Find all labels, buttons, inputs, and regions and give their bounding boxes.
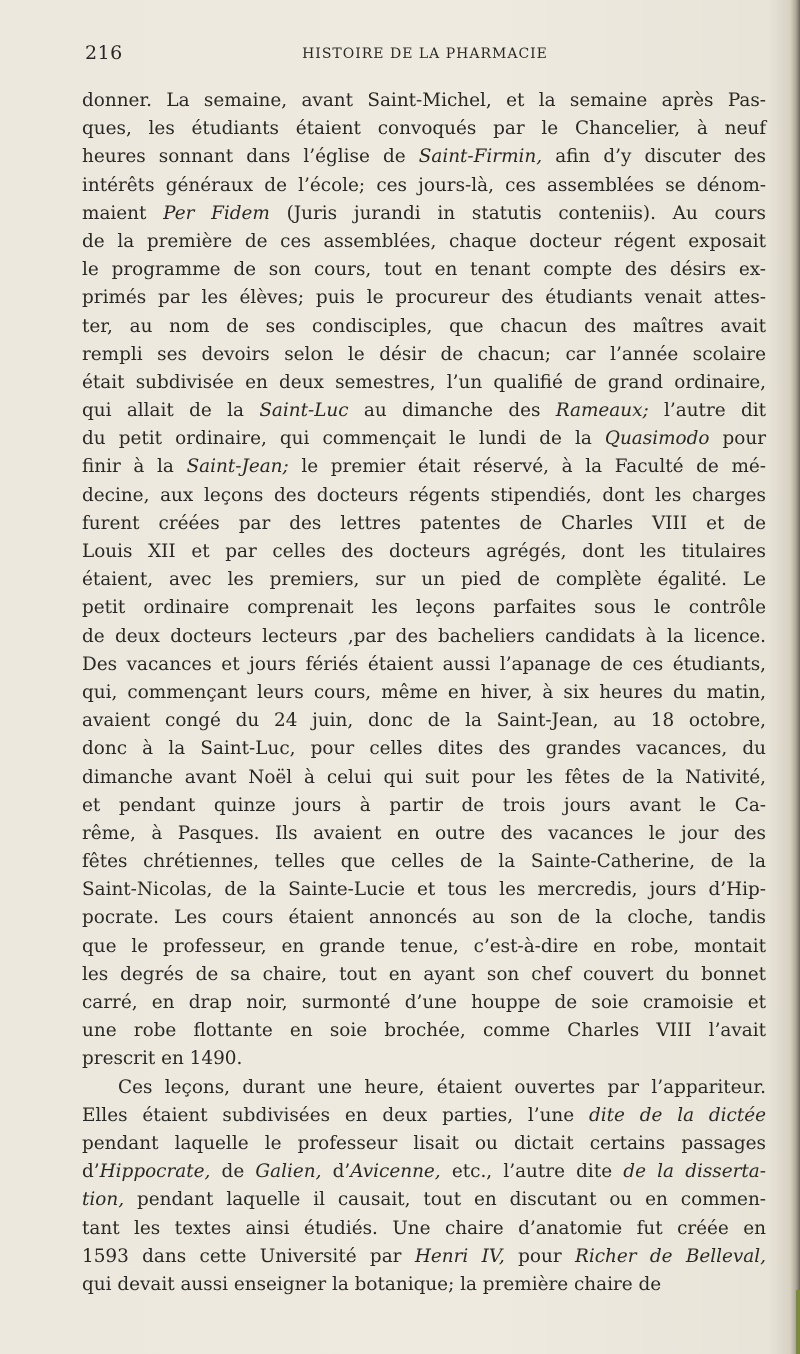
text-run: l’autre dit bbox=[648, 400, 767, 422]
italic-text: Quasimodo bbox=[604, 428, 710, 450]
text-run: du petit ordinaire, qui commençait le lundi de la bbox=[82, 428, 605, 450]
page-header bbox=[85, 42, 765, 70]
text-line bbox=[82, 1186, 766, 1214]
text-run: qui allait de la bbox=[82, 400, 260, 422]
text-run: prescrit en 1490. bbox=[82, 1048, 243, 1070]
paragraph bbox=[82, 1074, 766, 1300]
text-line bbox=[82, 989, 766, 1017]
text-run: était subdivisée en deux semestres, l’un qualifié de grand ordinaire, bbox=[82, 371, 766, 393]
text-line bbox=[82, 933, 766, 961]
italic-text: Henri IV, bbox=[414, 1245, 505, 1267]
text-run: pendant laquelle le professeur lisait ou dictait certains passages bbox=[82, 1132, 766, 1154]
italic-text: Per Fidem bbox=[163, 202, 270, 224]
text-run: heures sonnant dans l’église de bbox=[82, 146, 419, 168]
text-line bbox=[82, 425, 766, 453]
text-run: dimanche avant Noël à celui qui suit pour les fêtes de la Nativité, bbox=[82, 766, 766, 788]
text-line bbox=[82, 1102, 766, 1130]
text-run: decine, aux leçons des docteurs régents stipendiés, dont les charges bbox=[82, 484, 766, 506]
text-run: donc à la Saint-Luc, pour celles dites des grandes vacances, du bbox=[82, 738, 766, 760]
text-run: d’ bbox=[321, 1161, 351, 1183]
text-line bbox=[82, 200, 766, 228]
text-run: (Juris jurandi in statutis conteniis). Au cours bbox=[269, 202, 766, 224]
text-run: rême, à Pasques. Ils avaient en outre des vacances le jour des bbox=[82, 822, 766, 844]
text-line bbox=[82, 482, 766, 510]
text-run: ques, les étudiants étaient convoqués par le Chancelier, à neuf bbox=[82, 118, 766, 140]
text-line bbox=[82, 623, 766, 651]
italic-text: Hippocrate, bbox=[99, 1161, 211, 1183]
text-line bbox=[82, 341, 766, 369]
text-run: tant les textes ainsi étudiés. Une chaire d’anatomie fut créée en bbox=[82, 1217, 766, 1239]
text-line bbox=[82, 510, 766, 538]
text-line bbox=[82, 1243, 766, 1271]
text-run: au dimanche des bbox=[348, 400, 556, 422]
text-run: Saint-Nicolas, de la Sainte-Lucie et tous les mercredis, jours d’Hip- bbox=[82, 879, 766, 901]
text-run: étaient, avec les premiers, sur un pied de complète égalité. Le bbox=[82, 569, 766, 591]
text-run: afin d’y discuter des bbox=[542, 146, 766, 168]
text-run: 1593 dans cette Université par bbox=[82, 1245, 415, 1267]
text-run: Ces leçons, durant une heure, étaient ouvertes par l’appariteur. bbox=[118, 1076, 766, 1098]
italic-text: Saint-Jean; bbox=[186, 456, 289, 478]
italic-text: Rameaux; bbox=[555, 400, 649, 422]
text-run: primés par les élèves; puis le procureur des étudiants venait attes- bbox=[82, 287, 766, 309]
italic-text: tion, bbox=[82, 1189, 125, 1211]
text-line bbox=[82, 284, 766, 312]
text-run: qui, commençant leurs cours, même en hiver, à six heures du matin, bbox=[82, 681, 766, 703]
text-line bbox=[82, 538, 766, 566]
text-line bbox=[82, 143, 766, 171]
text-run: d’ bbox=[82, 1161, 100, 1183]
text-line bbox=[82, 256, 766, 284]
text-line bbox=[82, 961, 766, 989]
text-run: avaient congé du 24 juin, donc de la Saint-Jean, au 18 octobre, bbox=[82, 710, 766, 732]
text-line bbox=[82, 115, 766, 143]
italic-text: dite de la dictée bbox=[588, 1104, 766, 1126]
text-line bbox=[82, 1074, 766, 1102]
text-run: pour bbox=[709, 428, 766, 450]
text-line bbox=[82, 397, 766, 425]
text-run: Elles étaient subdivisées en deux parties, l’une bbox=[82, 1104, 589, 1126]
italic-text: Galien, bbox=[255, 1161, 322, 1183]
text-run: ter, au nom de ses condisciples, que chacun des maîtres avait bbox=[82, 315, 766, 337]
text-run: les degrés de sa chaire, tout en ayant son chef couvert du bonnet bbox=[82, 963, 766, 985]
text-run: pendant laquelle il causait, tout en discutant ou en commen- bbox=[124, 1189, 766, 1211]
text-run: de bbox=[210, 1161, 256, 1183]
text-line bbox=[82, 1045, 766, 1073]
text-line bbox=[82, 369, 766, 397]
text-run: petit ordinaire comprenait les leçons parfaites sous le contrôle bbox=[82, 597, 766, 619]
paragraph bbox=[82, 87, 766, 1074]
text-run: Des vacances et jours fériés étaient aussi l’apanage de ces étudiants, bbox=[82, 653, 766, 675]
text-run: le programme de son cours, tout en tenant compte des désirs ex- bbox=[82, 259, 766, 281]
text-line bbox=[82, 764, 766, 792]
text-line bbox=[82, 594, 766, 622]
text-line bbox=[82, 1215, 766, 1243]
text-run: qui devait aussi enseigner la botanique; la première chaire de bbox=[82, 1273, 662, 1295]
text-run: donner. La semaine, avant Saint-Michel, et la semaine après Pas- bbox=[82, 90, 766, 111]
text-line bbox=[82, 453, 766, 481]
italic-text: Saint-Firmin, bbox=[418, 146, 543, 168]
text-line bbox=[82, 1158, 766, 1186]
page-edge-shadow bbox=[790, 0, 800, 1354]
text-run: maient bbox=[82, 202, 164, 224]
text-line bbox=[82, 87, 766, 115]
text-line bbox=[82, 313, 766, 341]
text-run: rempli ses devoirs selon le désir de chacun; car l’année scolaire bbox=[82, 343, 766, 365]
text-line bbox=[82, 172, 766, 200]
text-line bbox=[82, 792, 766, 820]
text-run: pocrate. Les cours étaient annoncés au son de la cloche, tandis bbox=[82, 907, 766, 929]
text-run: fêtes chrétiennes, telles que celles de la Sainte-Catherine, de la bbox=[82, 851, 766, 873]
body-text bbox=[82, 87, 766, 1299]
text-run: etc., l’autre dite bbox=[440, 1161, 624, 1183]
text-line bbox=[82, 566, 766, 594]
text-run: de deux docteurs lecteurs ,par des bacheliers candidats à la licence. bbox=[82, 625, 766, 647]
text-run: pour bbox=[504, 1245, 575, 1267]
text-run: finir à la bbox=[82, 456, 187, 478]
text-run: Louis XII et par celles des docteurs agrégés, dont les titulaires bbox=[82, 541, 766, 562]
text-run: que le professeur, en grande tenue, c’est-à-dire en robe, montait bbox=[82, 935, 766, 957]
text-line bbox=[82, 651, 766, 679]
text-run: furent créées par des lettres patentes de Charles VIII et de bbox=[82, 512, 766, 534]
running-title: HISTOIRE DE LA PHARMACIE bbox=[302, 46, 548, 62]
text-line bbox=[82, 820, 766, 848]
text-run: de la première de ces assemblées, chaque docteur régent exposait bbox=[82, 230, 766, 252]
page-edge-tab bbox=[796, 1290, 800, 1354]
text-line bbox=[82, 707, 766, 735]
italic-text: Saint-Luc bbox=[259, 400, 349, 422]
text-run: intérêts généraux de l’école; ces jours-là, ces assemblées se dénom- bbox=[82, 174, 766, 196]
text-run: le premier était réservé, à la Faculté de mé- bbox=[288, 456, 766, 478]
text-run: et pendant quinze jours à partir de trois jours avant le Ca- bbox=[82, 794, 766, 816]
text-line bbox=[82, 1017, 766, 1045]
text-line bbox=[82, 876, 766, 904]
text-line bbox=[82, 904, 766, 932]
page-number: 216 bbox=[85, 42, 123, 64]
italic-text: Avicenne, bbox=[350, 1161, 441, 1183]
text-line bbox=[82, 679, 766, 707]
text-line bbox=[82, 735, 766, 763]
text-run: une robe flottante en soie brochée, comme Charles VIII l’avait bbox=[82, 1020, 766, 1042]
text-line bbox=[82, 1271, 766, 1299]
text-line bbox=[82, 1130, 766, 1158]
text-line bbox=[82, 848, 766, 876]
text-line bbox=[82, 228, 766, 256]
italic-text: de la disserta- bbox=[623, 1161, 766, 1183]
text-run: carré, en drap noir, surmonté d’une houppe de soie cramoisie et bbox=[82, 992, 766, 1013]
italic-text: Richer de Belleval, bbox=[574, 1245, 766, 1267]
